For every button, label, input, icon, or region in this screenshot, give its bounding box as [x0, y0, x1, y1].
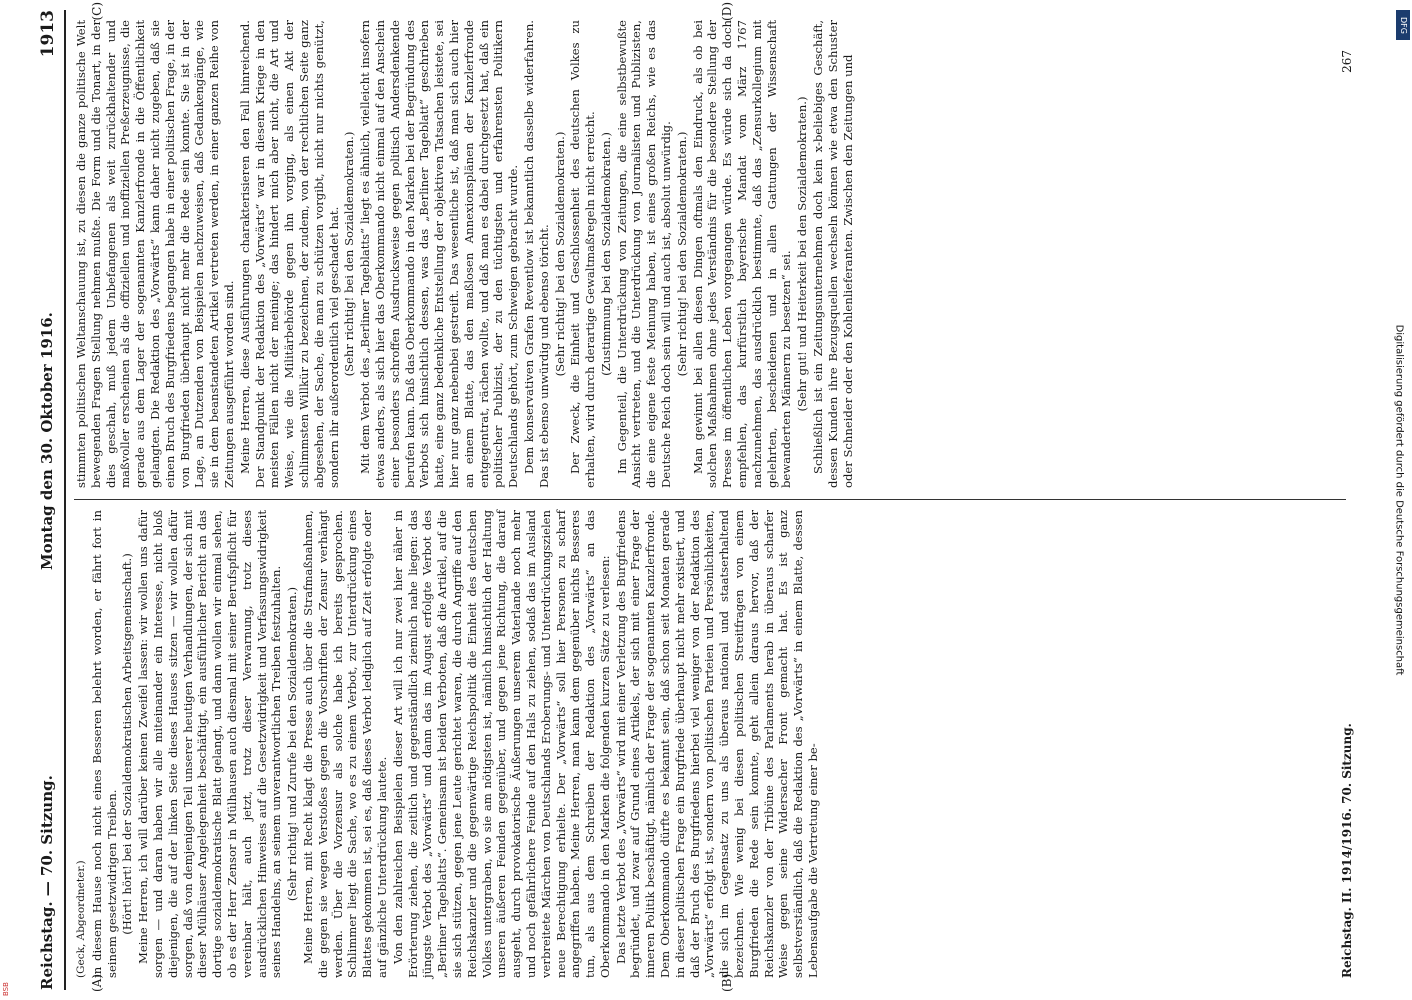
- paragraph: in diesem Hause noch nicht eines Besseren belehrt worden, er fährt fort in seinem gesetzwidrigen Treiben.: [89, 510, 119, 978]
- interjection: (Sehr gut! und Heiterkeit bei den Sozialdemokraten.): [795, 96, 810, 412]
- interjection: (Sehr richtig! bei den Sozialdemokraten.): [674, 131, 689, 377]
- dfg-logo: DFG: [1396, 10, 1410, 40]
- header-rule: [64, 10, 66, 990]
- paragraph: Von den zahlreichen Beispielen dieser Art will ich nur zwei hier näher in Erörterung ziehen, die zeitlich und gegenständlich ziemlich nahe liegen: das jüngste Verbot des „Vorwärts“ und dann das im August erfolgte Verbot des „Berliner Tageblatts“. Gemeinsam ist beiden Verboten, daß die Artikel, auf die sie sich stützen, gegen jene Leute gerichtet waren, die durch Angriffe auf den Reichskanzler und die gegenwärtige Reichspolitik die Einheit des deutschen Volkes untergraben, wo sie am nötigsten ist, nämlich hinsichtlich der Haltung unseren äußeren Feinden gegenüber, und gegen jene Richtung, die darauf ausgeht, durch provokatorische Äußerungen unserem Vaterlande noch mehr und noch gefährlichere Feinde auf den Hals zu ziehen, sodaß das im Ausland verbreitete Märchen von Deutschlands Eroberungs- und Unterdrückungszielen neue Berechtigung erhielte. Der „Vorwärts“ soll hier Personen zu scharf angegriffen haben. Meine Herren, man kann dem gegenüber nichts Besseres tun, als aus dem Schreiben der Redaktion des „Vorwärts“ an das Oberkommando in den Marken die folgenden kurzen Sätze zu verlesen:: [390, 510, 612, 978]
- speaker-note: (Geck, Abgeordneter.): [75, 860, 87, 978]
- header-left: Reichstag. — 70. Sitzung.: [38, 775, 56, 990]
- paragraph: Meine Herren, ich will darüber keinen Zweifel lassen: wir wollen uns dafür sorgen — und daran haben wir alle miteinander ein Interesse, nicht bloß diejenigen, die auf der linken Seite dieses Hauses sitzen — wir wollen dafür sorgen, daß von demjenigen Teil unserer heutigen Verhandlungen, der sich mit dieser Mülhäuser Angelegenheit beschäftigt, ein ausführlicher Bericht an das dortige sozialdemokratische Blatt gelangt, und dann wollen wir einmal sehen, ob es der Herr Zensor in Mülhausen auch diesmal mit seiner Berufspflicht für vereinbar hält, auch jetzt, trotz dieser Verwarnung, trotz dieses ausdrücklichen Hinweises auf die Gesetzwidrigkeit und Verfassungswidrigkeit seines Handelns, an seinem unverantwortlichen Treiben festzuhalten.: [136, 510, 284, 978]
- interjection: (Sehr richtig! bei den Sozialdemokraten.): [342, 131, 357, 377]
- paragraph: Der Zweck, die Einheit und Geschlossenheit des deutschen Volkes zu erhalten, wird durch derartige Gewaltmaßregeln nicht erreicht.: [568, 20, 598, 488]
- margin-mark-a: (A): [90, 973, 104, 992]
- interjection: (Sehr richtig! bei den Sozialdemokraten.): [552, 131, 567, 377]
- interjection: (Sehr richtig! und Zurufe bei den Sozialdemokraten.): [285, 586, 300, 902]
- interjection: (Hört! hört! bei der Sozialdemokratischen Arbeitsgemeinschaft.): [120, 553, 135, 935]
- paragraph: Schließlich ist ein Zeitungsunternehmen doch kein x-beliebiges Geschäft, dessen Kunden ihre Bezugsquellen wechseln können wie etwa den Schuster oder Schneider oder den Kohlenlieferanten. Zwischen den Zeitungen und: [811, 20, 855, 488]
- quoted-paragraph: stimmten politischen Weltanschauung ist, zu diesen die ganze politische Welt bewegenden Fragen Stellung nehmen mußte. Die Form und die Tonart, in der dies geschah, muß jedem Unbefangenen als weit zurückhaltender und maßvoller erscheinen als die offiziellen und inoffiziellen Preßerzeugnisse, die gerade aus dem Lager der sogenannten Kanzlerfronde in die Öffentlichkeit gelangten. Die Redaktion des „Vorwärts“ kann daher nicht zugeben, daß sie einen Bruch des Burgfriedens begangen habe in einer politischen Frage, in der von Burgfrieden überhaupt nicht mehr die Rede sein konnte. Sie ist in der Lage, an Dutzenden von Beispielen nachzuweisen, daß Gedankengänge, wie sie in dem beanstandeten Artikel vertreten werden, in einer ganzen Reihe von Zeitungen ausgeführt worden sind.: [74, 20, 236, 488]
- left-column: [74, 510, 822, 978]
- paragraph: Meine Herren, mit Recht klagt die Presse auch über die Strafmaßnahmen, die gegen sie wegen Verstoßes gegen die Vorschriften der Zensur verhängt werden. Über die Vorzensur als solche habe ich bereits gesprochen. Schlimmer liegt die Sache, wo es zu einem Verbot, zur Unterdrückung eines Blattes gekommen ist, sei es, daß dieses Verbot lediglich auf Zeit erfolgte oder auf gänzliche Unterdrückung lautete.: [300, 510, 389, 978]
- paragraph: Im Gegenteil, die Unterdrückung von Zeitungen, die eine selbstbewußte Ansicht vertreten, und die Unterdrückung von Journalisten und Publizisten, die eine eigene feste Meinung haben, ist eines großen Reichs, wie es das Deutsche Reich doch sein will und auch ist, absolut unwürdig.: [614, 20, 674, 488]
- header-page-column: 1913: [38, 10, 58, 58]
- margin-mark-c: (C): [90, 2, 104, 21]
- right-column: [74, 20, 856, 488]
- footer-page-number: 267: [1340, 50, 1354, 73]
- footer-left: Reichstag. II. 1914/1916. 70. Sitzung.: [1340, 723, 1354, 978]
- paragraph: Meine Herren, diese Ausführungen charakterisieren den Fall hinreichend. Der Standpunkt der Redaktion des „Vorwärts“ war in diesem Kriege in den meisten Fällen nicht der meinige; das hindert mich aber nicht, die Art und Weise, wie die Militärbehörde gegen ihn vorging, als einen Akt der schlimmsten Willkür zu bezeichnen, der zudem, von der rechtlichen Seite ganz abgesehen, der Sache, die man zu schützen vorgibt, nicht nur nichts genützt, sondern ihr außerordentlich viel geschadet hat.: [237, 20, 341, 488]
- digitization-note: [1390, 0, 1408, 1000]
- margin-mark-d: (D): [720, 2, 734, 21]
- digitization-note-text: Digitalisierung gefördert durch die Deutsche Forschungsgemeinschaft: [1393, 324, 1405, 676]
- header-date: Montag den 30. Oktober 1916.: [38, 312, 56, 570]
- bsb-mark: BSB: [2, 982, 10, 996]
- page-header: [38, 10, 64, 990]
- margin-mark-b: (B): [720, 973, 734, 992]
- paragraph: Dem konservativen Grafen Reventlow ist bekanntlich dasselbe widerfahren. Das ist ebenso unwürdig und ebenso töricht.: [521, 20, 551, 488]
- paragraph: Man gewinnt bei allen diesen Dingen oftmals den Eindruck, als ob bei solchen Maßnahmen ohne jedes Verständnis für die besondere Stellung der Presse im öffentlichen Leben vorgegangen würde. Es würde sich da doch empfehlen, das kurfürstlich bayerische Mandat vom März 1767 nachzunehmen, das ausdrücklich bestimmte, daß das „Zensurkollegium mit gelehrten, bescheidenen und in allen Gattungen der Wissenschaft bewanderten Männern zu besetzen“ sei.: [690, 20, 794, 488]
- rotated-document-page: [30, 2, 1360, 992]
- paragraph: Mit dem Verbot des „Berliner Tageblatts“ liegt es ähnlich, vielleicht insofern etwas anders, als sich hier das Oberkommando nicht einmal auf den Anschein einer besonders schroffen Ausdrucksweise gegen politisch Andersdenkende berufen kann. Daß das Oberkommando in den Marken bei der Begründung des Verbots sich hinsichtlich dessen, was das „Berliner Tageblatt“ geschrieben hatte, eine ganz bedenkliche Entstellung der objektiven Tatsachen leistete, sei hier nur ganz nebenbei gestreift. Das wesentliche ist, daß man sich auch hier an einem Blatte, das den maßlosen Annexionsplänen der Kanzlerfronde entgegentrat, rächen wollte, und daß man es dabei durchgesetzt hat, daß ein politischer Publizist, der zu den tüchtigsten und erfahrensten Politikern Deutschlands gehört, zum Schweigen gebracht wurde.: [358, 20, 521, 488]
- interjection: (Zustimmung bei den Sozialdemokraten.): [598, 132, 613, 376]
- column-divider: [74, 499, 1346, 500]
- quoted-paragraph: Das letzte Verbot des „Vorwärts“ wird mit einer Verletzung des Burgfriedens begründet, und zwar auf Grund eines Artikels, der sich mit einer Frage der inneren Politik beschäftigt, nämlich der Frage der sogenannten Kanzlerfronde. Dem Oberkommando dürfte es bekannt sein, daß schon seit Monaten gerade in dieser politischen Frage ein Burgfriede überhaupt nicht mehr existiert, und daß der Bruch des Burgfriedens hierbei viel weniger von der Redaktion des „Vorwärts“ erfolgt ist, sondern von politischen Parteien und Persönlichkeiten, die sich im Gegensatz zu uns als überaus national und staatserhaltend bezeichnen. Wie wenig bei diesen politischen Streitfragen von einem Burgfrieden die Rede sein konnte, geht allein daraus hervor, daß der Reichskanzler von der Tribüne des Parlaments herab in überaus scharfer Weise gegen seine Widersacher Front gemacht hat. Es ist ganz selbstverständlich, daß die Redaktion des „Vorwärts“ in einem Blatte, dessen Lebensaufgabe die Vertretung einer be-: [613, 510, 821, 978]
